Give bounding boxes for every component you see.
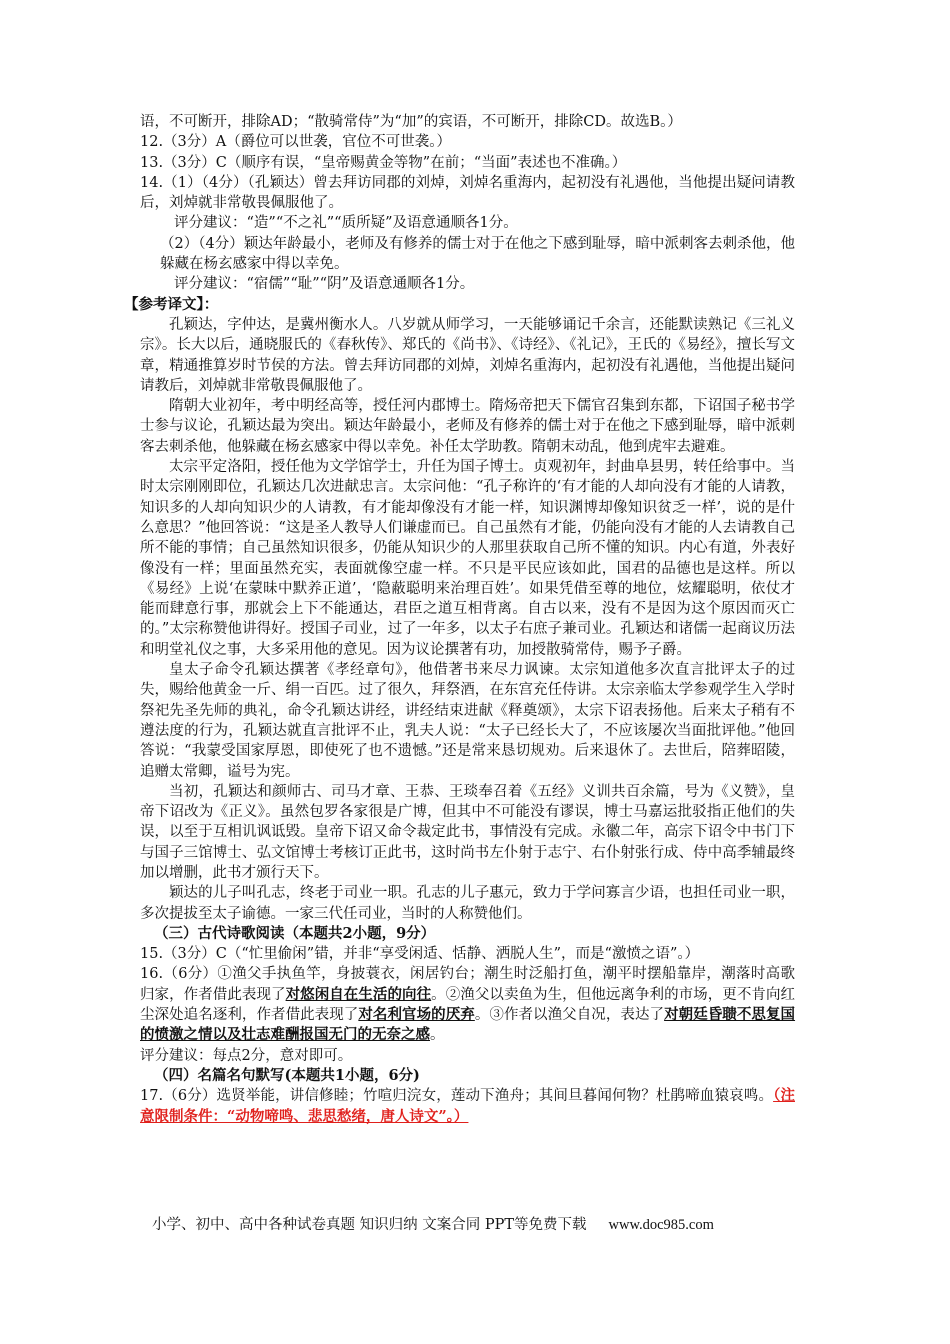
answer-16 (140, 964, 795, 1045)
translation-heading: 【参考译文】： (124, 295, 219, 313)
answer-16-scoring: 评分建议：每点2分，意对即可。 (140, 1047, 353, 1064)
section-4-title: （四）名篇名句默写(本题共1小题，6分) (154, 1066, 420, 1084)
answer-14-2: （2）（4分）颖达年龄最小，老师及有修养的儒士对于在他之下感到耻辱，暗中派刺客去刺杀他，他躲藏在杨玄感家中得以幸免。 (160, 235, 795, 273)
answer-16-key-2: 对名利官场的厌弃 (358, 1006, 475, 1024)
answer-17 (140, 1086, 795, 1127)
footer-text: 小学、初中、高中各种试卷真题 知识归纳 文案合同 PPT等免费下载 (152, 1217, 587, 1233)
answer-17-text: 17.（6分）选贤举能，讲信修睦；竹喧归浣女，莲动下渔舟；其间旦暮闻何物？杜鹃啼血猿哀鸣。 (140, 1088, 774, 1105)
translation-paragraph-5: 当初，孔颖达和颜师古、司马才章、王恭、王琰奉召着《五经》义训共百余篇，号为《义赞》，皇帝下诏改为《正义》。虽然包罗各家很是广博，但其中不可能没有谬误，博士马嘉运批驳指正他们的失误，以至于互相讥讽诋毁。皇帝下诏又命令裁定此书，事情没有完成。永徽二年，高宗下诏令中书门下与国子三馆博士、弘文馆博士考核订正此书，这时尚书左仆射于志宁、右仆射张行成、侍中高季辅最终加以增删，此书才颁行天下。 (140, 783, 795, 881)
translation-paragraph-4: 皇太子命令孔颖达撰著《孝经章句》，他借著书来尽力讽谏。太宗知道他多次直言批评太子的过失，赐给他黄金一斤、绢一百匹。过了很久，拜祭酒，在东宫充任侍讲。太宗亲临太学参观学生入学时祭祀先圣先师的典礼，命令孔颖达讲经，讲经结束进献《释奠颂》，太宗下诏表扬他。后来太子稍有不遵法度的行为，孔颖达就直言批评不止，乳夫人说：“太子已经长大了，不应该屡次当面批评他。”他回答说：“我蒙受国家厚恩，即使死了也不遗憾。”还是常来恳切规劝。后来退休了。去世后，陪葬昭陵，追赠太常卿，谥号为宪。 (140, 662, 795, 780)
answer-13: 13.（3分）C（顺序有误，“皇帝赐黄金等物”在前；“当面”表述也不准确。） (140, 154, 627, 171)
answer-16-part-3: 。③作者以渔父自况，表达了 (474, 1007, 665, 1024)
answer-11-continued: 语，不可断开，排除AD；“散骑常侍”为“加”的宾语，不可断开，排除CD。故选B。） (140, 114, 682, 130)
answer-14-1: 14.（1）（4分）（孔颖达）曾去拜访同郡的刘焯，刘焯名重海内，起初没有礼遇他，当他提出疑问请教后，刘焯就非常敬畏佩服他了。 (140, 174, 795, 212)
answer-16-key-3: 对朝廷昏聩不思复国的愤激之情以及壮志难酬报国无门的无奈之感 (140, 1006, 796, 1044)
translation-paragraph-2: 隋朝大业初年，考中明经高等，授任河内郡博士。隋炀帝把天下儒官召集到东都，下诏国子秘书学士参与议论，孔颖达最为突出。颖达年龄最小，老师及有修养的儒士对于在他之下感到耻辱，暗中派刺客去刺杀他，他躲藏在杨玄感家中得以幸免。补任太学助教。隋朝末动乱，他到虎牢去避难。 (140, 398, 795, 455)
translation-paragraph-3: 太宗平定洛阳，授任他为文学馆学士，升任为国子博士。贞观初年，封曲阜县男，转任给事中。当时太宗刚刚即位，孔颖达几次进献忠言。太宗问他：“孔子称许的‘有才能的人却向没有才能的人请教，知识多的人却向知识少的人请教，有才能却像没有才能一样，知识渊博却像知识贫乏一样’，说的是什么意思？”他回答说：“这是圣人教导人们谦虚而已。自己虽然有才能，仍能向没有才能的人去请教自己所不能的事情；自己虽然知识很多，仍能从知识少的人那里获取自己所不懂的知识。内心有道，外表好像没有一样；里面虽然充实，表面就像空虚一样。不只是平民应该如此，国君的品德也是这样。所以《易经》上说‘在蒙昧中默养正道’，‘隐蔽聪明来治理百姓’。如果凭借至尊的地位，炫耀聪明，依仗才能而肆意行事，那就会上下不能通达，君臣之道互相背离。自古以来，没有不是因为这个原因而灭亡的。”太宗称赞他讲得好。授国子司业，过了一年多，以太子右庶子兼司业。孔颖达和诸儒一起商议历法和明堂礼仪之事，大多采用他的意见。因为议论撰著有功，加授散骑常侍，赐予子爵。 (140, 459, 795, 658)
footer-url[interactable]: www.doc985.com (608, 1217, 714, 1233)
translation-paragraph-1: 孔颖达，字仲达，是冀州衡水人。八岁就从师学习，一天能够诵记千余言，还能默读熟记《三礼义宗》。长大以后，通晓服氏的《春秋传》、郑氏的《尚书》、《诗经》、《礼记》，王氏的《易经》，擅长写文章，精通推算岁时节侯的方法。曾去拜访同郡的刘焯，刘焯名重海内，起初没有礼遇他，当他提出疑问请教后，刘焯就非常敬畏佩服他了。 (140, 316, 795, 394)
answer-15: 15.（3分）C（“忙里偷闲”错，并非“享受闲适、恬静、洒脱人生”，而是“激愤之语”。） (140, 946, 700, 963)
answer-16-part-1: 16.（6分）①渔父手执鱼竿，身披蓑衣，闲居钓台；潮生时泛船打鱼，潮平时摆船靠岸，潮落时高歌归家，作者借此表现了 (140, 966, 795, 1003)
answer-document (124, 112, 796, 1127)
answer-16-part-2: 。②渔父以卖鱼为生，但他远离争利的市场，更不肯向红尘深处追名逐利，作者借此表现了 (140, 986, 796, 1024)
answer-16-end: 。 (430, 1027, 445, 1044)
answer-14-2-scoring: 评分建议：“宿儒”“耻”“阴”及语意通顺各1分。 (174, 276, 475, 293)
answer-17-note: （注意限制条件：“动物啼鸣、悲思愁绪，唐人诗文”。） (140, 1087, 795, 1125)
answer-16-key-1: 对悠闲自在生活的向往 (285, 985, 432, 1003)
section-3-title: （三）古代诗歌阅读（本题共2小题，9分） (154, 924, 436, 942)
answer-14-1-scoring: 评分建议：“造”“不之礼”“质所疑”及语意通顺各1分。 (174, 215, 518, 232)
answer-12: 12.（3分）A（爵位可以世袭，官位不可世袭。） (140, 134, 452, 151)
footer (152, 1214, 792, 1236)
translation-paragraph-6: 颖达的儿子叫孔志，终老于司业一职。孔志的儿子惠元，致力于学问寡言少语，也担任司业一职，多次提拔至太子谕德。一家三代任司业，当时的人称赞他们。 (140, 885, 795, 922)
